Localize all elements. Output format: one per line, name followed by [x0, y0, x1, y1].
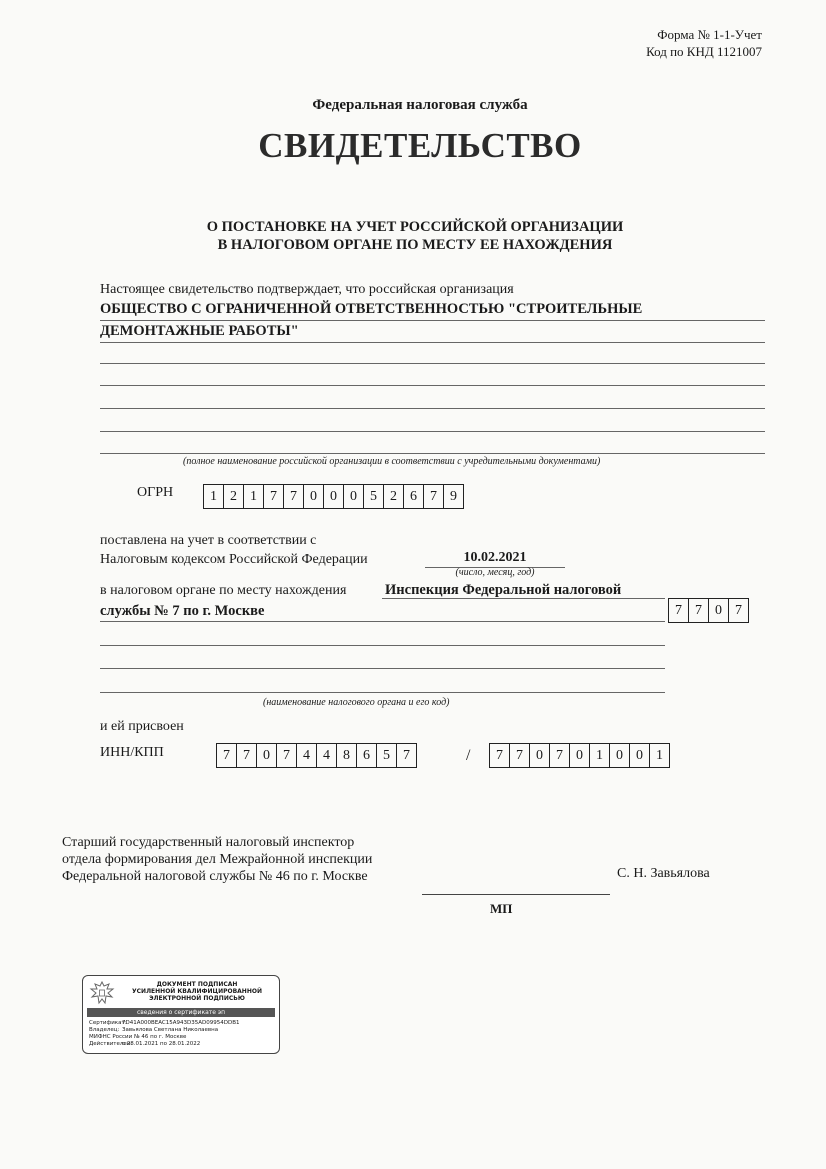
inn-kpp-separator: / [466, 747, 471, 764]
tax-authority-line-1 [382, 598, 665, 599]
ogrn-digit: 0 [344, 485, 364, 508]
e-signature-stamp [82, 975, 280, 1054]
ogrn-digit: 5 [364, 485, 384, 508]
ogrn-digit: 6 [404, 485, 424, 508]
kpp-digit: 0 [610, 744, 630, 767]
ogrn-digit: 2 [384, 485, 404, 508]
e-signature-head-line-2: УСИЛЕННОЙ КВАЛИФИЦИРОВАННОЙ [132, 988, 262, 995]
subtitle-line-1: О ПОСТАНОВКЕ НА УЧЕТ РОССИЙСКОЙ ОРГАНИЗАЦИИ [206, 219, 624, 235]
signatory-position [62, 834, 372, 885]
tax-authority-code-cells [668, 598, 749, 623]
tax-authority-line-2 [100, 621, 665, 622]
inn-digit: 7 [237, 744, 257, 767]
subtitle-line-2: В НАЛОГОВОМ ОРГАНЕ ПО МЕСТУ ЕЕ НАХОЖДЕНИЯ [217, 237, 613, 253]
owner-value: Завьялова Светлана Николаевна [122, 1027, 219, 1033]
ogrn-digit: 7 [424, 485, 444, 508]
kpp-digit: 1 [656, 747, 663, 763]
cert-value: 7D41A000BEAC15A943D35AD09954DDB1 [122, 1020, 240, 1026]
inn-kpp-label: ИНН/КПП [100, 745, 164, 760]
org-line-1 [100, 320, 765, 321]
signatory-line-3: Федеральной налоговой службы № 46 по г. Москве [62, 869, 368, 884]
org-line-5 [100, 408, 765, 409]
tax-authority-name-line-1: Инспекция Федеральной налоговой [385, 582, 622, 598]
ogrn-digit: 9 [450, 488, 457, 504]
kpp-digit: 1 [590, 744, 610, 767]
e-signature-head-line-1: ДОКУМЕНТ ПОДПИСАН [156, 981, 238, 988]
inn-cells [216, 743, 417, 768]
org-line-2 [100, 342, 765, 343]
registration-line-1: поставлена на учет в соответствии с [100, 533, 317, 548]
owner-label: Владелец: [89, 1027, 120, 1033]
tax-authority-name-line-2: службы № 7 по г. Москве [100, 603, 265, 619]
form-code-block [646, 26, 762, 60]
ogrn-label: ОГРН [137, 485, 174, 500]
ogrn-cells [203, 484, 464, 509]
agency-name: Федеральная налоговая служба [312, 97, 528, 113]
valid-label: Действителен: [89, 1041, 133, 1047]
inn-digit: 5 [377, 744, 397, 767]
e-signature-details [89, 1020, 239, 1048]
tax-authority-line-5 [100, 692, 665, 693]
signatory-line-1: Старший государственный налоговый инспектор [62, 835, 355, 850]
org-name-line-2: ДЕМОНТАЖНЫЕ РАБОТЫ" [100, 323, 299, 339]
org-value: МИФНС России № 46 по г. Москве [89, 1034, 187, 1040]
ogrn-digit: 1 [204, 485, 224, 508]
registration-line-2: Налоговым кодексом Российской Федерации [100, 552, 368, 567]
tax-authority-label: в налоговом органе по месту нахождения [100, 583, 347, 598]
owner-row [89, 1027, 239, 1034]
inn-digit: 7 [217, 744, 237, 767]
inn-digit: 7 [277, 744, 297, 767]
org-line-6 [100, 431, 765, 432]
ogrn-digit: 1 [244, 485, 264, 508]
e-signature-heading [119, 981, 275, 1002]
ogrn-digit: 7 [284, 485, 304, 508]
form-number: Форма № 1-1-Учет [657, 27, 762, 42]
ogrn-digit: 0 [304, 485, 324, 508]
document-subtitle [0, 218, 826, 254]
inn-digit: 6 [357, 744, 377, 767]
eagle-emblem-icon [88, 979, 116, 1007]
inn-digit: 4 [317, 744, 337, 767]
org-line-4 [100, 385, 765, 386]
kpp-digit: 7 [510, 744, 530, 767]
cert-row [89, 1020, 239, 1027]
signature-line [422, 894, 610, 895]
kpp-digit: 7 [490, 744, 510, 767]
stamp-place-label: МП [490, 901, 513, 916]
knd-code: Код по КНД 1121007 [646, 44, 762, 59]
valid-value: с 28.01.2021 по 28.01.2022 [122, 1041, 201, 1047]
kpp-digit: 0 [570, 744, 590, 767]
tax-code-digit: 7 [735, 602, 742, 618]
tax-authority-caption: (наименование налогового органа и его код) [263, 697, 450, 708]
tax-authority-line-4 [100, 668, 665, 669]
e-signature-bar: сведения о сертификате эп [87, 1008, 275, 1017]
tax-authority-line-3 [100, 645, 665, 646]
intro-text: Настоящее свидетельство подтверждает, что российская организация [100, 282, 514, 297]
kpp-digit: 0 [530, 744, 550, 767]
assigned-label: и ей присвоен [100, 719, 184, 734]
inn-digit: 4 [297, 744, 317, 767]
inn-digit: 7 [403, 747, 410, 763]
date-caption: (число, месяц, год) [455, 567, 535, 578]
valid-row [89, 1041, 239, 1048]
signatory-name: С. Н. Завьялова [617, 866, 710, 881]
kpp-cells [489, 743, 670, 768]
org-row [89, 1034, 239, 1041]
kpp-digit: 0 [630, 744, 650, 767]
document-title: СВИДЕТЕЛЬСТВО [258, 126, 582, 165]
registration-date: 10.02.2021 [463, 550, 527, 565]
org-line-3 [100, 363, 765, 364]
tax-code-digit: 7 [689, 599, 709, 622]
signatory-line-2: отдела формирования дел Межрайонной инспекции [62, 852, 373, 867]
org-line-7 [100, 453, 765, 454]
org-caption: (полное наименование российской организации в соответствии с учредительными документами) [183, 456, 601, 467]
cert-label: Сертификат: [89, 1020, 127, 1026]
inn-digit: 8 [337, 744, 357, 767]
ogrn-digit: 7 [264, 485, 284, 508]
ogrn-digit: 2 [224, 485, 244, 508]
org-name-line-1: ОБЩЕСТВО С ОГРАНИЧЕННОЙ ОТВЕТСТВЕННОСТЬЮ "СТРОИТЕЛЬНЫЕ [100, 301, 643, 317]
tax-code-digit: 7 [669, 599, 689, 622]
tax-code-digit: 0 [709, 599, 729, 622]
kpp-digit: 7 [550, 744, 570, 767]
e-signature-head-line-3: ЭЛЕКТРОННОЙ ПОДПИСЬЮ [149, 995, 245, 1002]
inn-digit: 0 [257, 744, 277, 767]
ogrn-digit: 0 [324, 485, 344, 508]
